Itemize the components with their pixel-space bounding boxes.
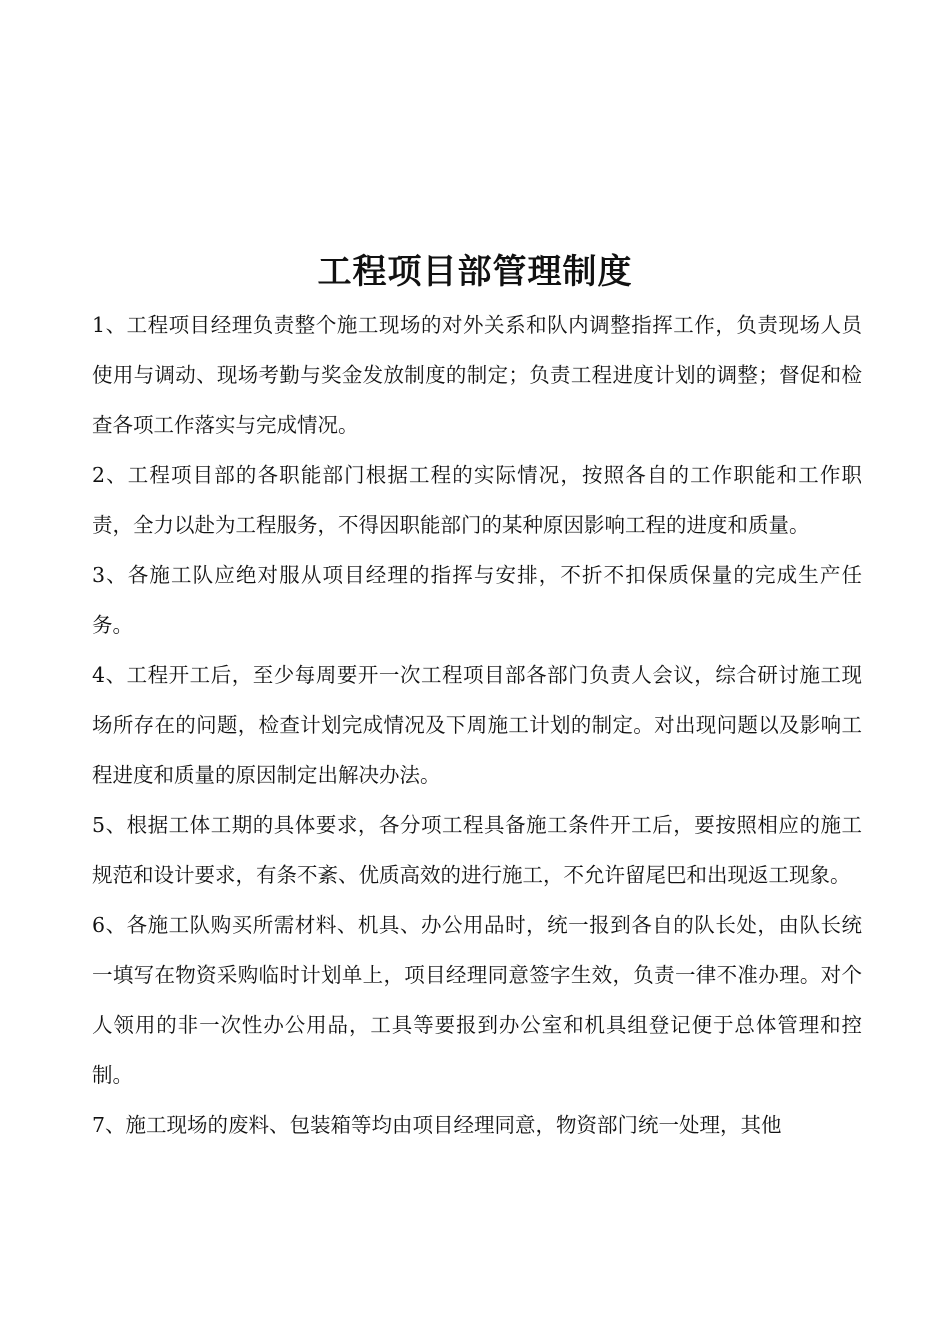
paragraph-5: 5、根据工体工期的具体要求，各分项工程具备施工条件开工后，要按照相应的施工规范和设计要求，有条不紊、优质高效的进行施工，不允许留尾巴和出现返工现象。 [92, 813, 862, 887]
paragraph-4: 4、工程开工后，至少每周要开一次工程项目部各部门负责人会议，综合研讨施工现场所存在的问题，检查计划完成情况及下周施工计划的制定。对出现问题以及影响工程进度和质量的原因制定出解决办法。 [92, 663, 862, 787]
paragraph-2: 2、工程项目部的各职能部门根据工程的实际情况，按照各自的工作职能和工作职责，全力以赴为工程服务，不得因职能部门的某种原因影响工程的进度和质量。 [92, 463, 862, 537]
paragraph-1: 1、工程项目经理负责整个施工现场的对外关系和队内调整指挥工作，负责现场人员使用与调动、现场考勤与奖金发放制度的制定；负责工程进度计划的调整；督促和检查各项工作落实与完成情况。 [92, 313, 862, 437]
document-body [92, 300, 862, 1150]
paragraph-6: 6、各施工队购买所需材料、机具、办公用品时，统一报到各自的队长处，由队长统一填写在物资采购临时计划单上，项目经理同意签字生效，负责一律不准办理。对个人领用的非一次性办公用品，工具等要报到办公室和机具组登记便于总体管理和控制。 [92, 913, 862, 1087]
paragraph-7: 7、施工现场的废料、包装箱等均由项目经理同意，物资部门统一处理，其他 [92, 1113, 782, 1137]
document-title: 工程项目部管理制度 [317, 252, 633, 292]
paragraph-3: 3、各施工队应绝对服从项目经理的指挥与安排，不折不扣保质保量的完成生产任务。 [92, 563, 862, 637]
